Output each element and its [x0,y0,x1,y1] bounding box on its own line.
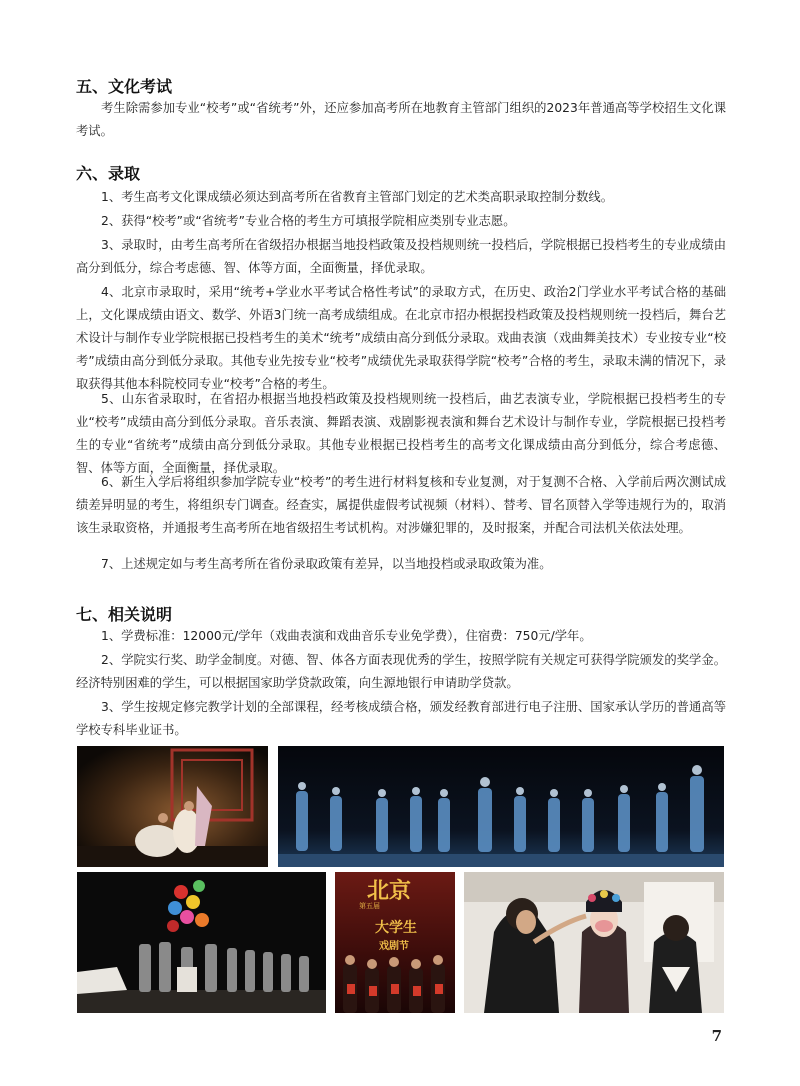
photo-blue-ensemble [278,746,724,867]
paragraph-s6-6: 6、新生入学后将组织参加学院专业“校考”的考生进行材料复核和专业复测，对于复测不合格、入学前后两次测试成绩差异明显的考生，将组织专门调查。经查实，属提供虚假考试视频（材料）、替考、冒名顶替入学等违规行为的，取消该生录取资格，并通报考生高考所在地省级招生考试机构。对涉嫌犯罪的，及时报案，并配合司法机关依法处理。 [76,475,726,535]
photo-duet-dance [77,746,268,867]
paragraph-s6-4: 4、北京市录取时，采用“统考+学业水平考试合格性考试”的录取方式，在历史、政治2门学业水平考试合格的基础上，文化课成绩由语文、数学、外语3门统一高考成绩组成。在北京市招办根据投档政策及投档规则统一投档后，舞台艺术设计与制作专业学院根据已投档考生的美术“统考”成绩由高分到低分录取。戏曲表演（戏曲舞美技术）专业按专业“校考”成绩由高分到低分录取。其他专业先按专业“校考”成绩优先录取获得学院“校考”合格的考生，录取未满的情况下，录取获得其他本科院校同专业“校考”合格的考生。 [76,285,726,391]
paragraph-s6-7: 7、上述规定如与考生高考所在省份录取政策有差异，以当地投档或录取政策为准。 [101,557,552,571]
section-heading-admission: 六、录取 [76,164,141,183]
poster-edition-text: 第五届 [359,902,380,910]
photo-opera-makeup [464,872,724,1013]
poster-festival-text: 戏剧节 [379,941,409,952]
paragraph-s6-3: 3、录取时，由考生高考所在省级招办根据当地投档政策及投档规则统一投档后，学院根据已投档考生的专业成绩由高分到低分，综合考虑德、智、体等方面，全面衡量，择优录取。 [76,238,726,275]
page-number: 7 [711,1027,722,1045]
section-heading-culture-exam: 五、文化考试 [76,77,173,96]
photo-curtain-call [77,872,326,1013]
poster-title-text: 北京 [367,879,412,904]
paragraph-s6-5: 5、山东省录取时，在省招办根据当地投档政策及投档规则统一投档后，曲艺表演专业，学院根据已投档考生的专业“校考”成绩由高分到低分录取。音乐表演、舞蹈表演、戏剧影视表演和舞台艺术设计与制作专业，学院根据已投档考生的专业“省统考”成绩由高分到低分录取。其他专业根据已投档考生的高考文化课成绩由高分到低分，综合考虑德、智、体等方面，全面衡量，择优录取。 [76,392,726,475]
paragraph-s7-1: 1、学费标准：12000元/学年（戏曲表演和戏曲音乐专业免学费），住宿费：750元/学年。 [101,629,592,643]
paragraph-s7-2: 2、学院实行奖、助学金制度。对德、智、体各方面表现优秀的学生，按照学院有关规定可获得学院颁发的奖学金。经济特别困难的学生，可以根据国家助学贷款政策，向生源地银行申请助学贷款。 [76,653,726,690]
section-heading-notes: 七、相关说明 [76,605,173,624]
poster-subtitle-text: 大学生 [375,920,417,936]
paragraph-s5-1: 考生除需参加专业“校考”或“省统考”外，还应参加高考所在地教育主管部门组织的2023年普通高等学校招生文化课考试。 [76,101,726,138]
paragraph-s7-3: 3、学生按规定修完教学计划的全部课程，经考核成绩合格，颁发经教育部进行电子注册、国家承认学历的普通高等学校专科毕业证书。 [76,700,726,737]
paragraph-s6-1: 1、考生高考文化课成绩必须达到高考所在省教育主管部门划定的艺术类高职录取控制分数线。 [101,190,613,204]
paragraph-s6-2: 2、获得“校考”或“省统考”专业合格的考生方可填报学院相应类别专业志愿。 [101,214,516,228]
photo-drama-festival [335,872,455,1013]
